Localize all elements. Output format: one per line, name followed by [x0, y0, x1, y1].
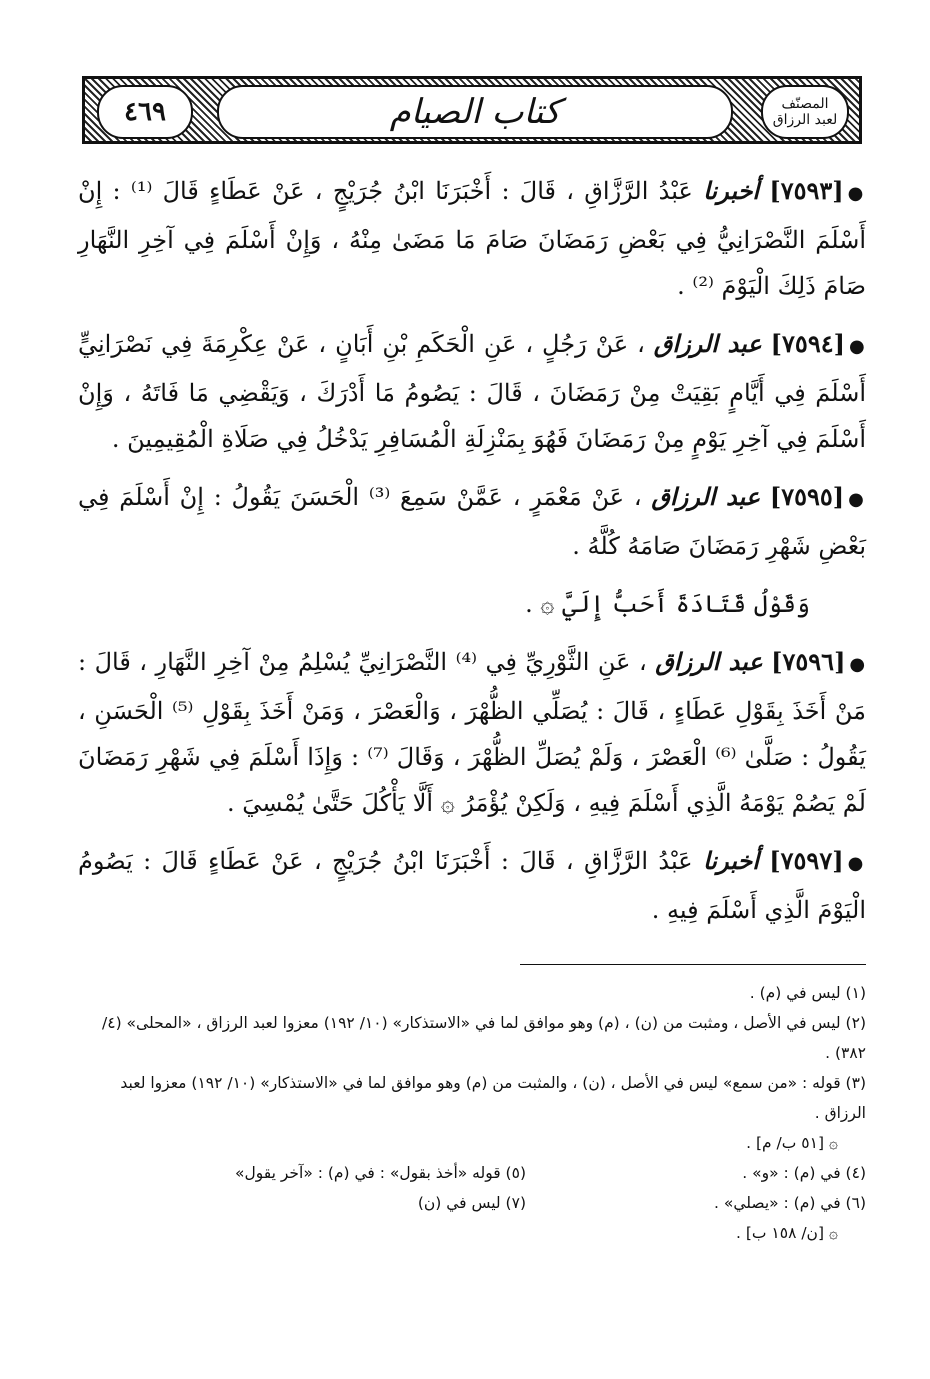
book-title: كتاب الصيام	[217, 85, 733, 139]
manuscript-marker: ۞ [٥١ ب/ م] .	[746, 1134, 838, 1152]
hadith-source: عبد الرزاق	[653, 329, 762, 358]
footnote-divider	[520, 964, 866, 965]
hadith-text: ، عَنْ رَجُلٍ ، عَنِ الْحَكَمِ بْنِ أَبَانٍ ، عَنْ عِكْرِمَةَ فِي نَصْرَانِيٍّ أَسْلَمَ فِي أَيَّامٍ بَقِيَتْ مِنْ رَمَضَانَ ، قَالَ : يَصُومُ مَا أَدْرَكَ ، وَيَقْضِي مَا فَاتَهُ ، وَإِنْ أَسْلَمَ فِي آخِرِ يَوْمٍ مِنْ رَمَضَانَ فَهُوَ بِمَنْزِلَةِ الْمُسَافِرِ يَدْخُلُ فِي صَلَاةِ الْمُقِيمِينَ .	[78, 330, 866, 453]
hadith-number: [٧٥٩٥]	[769, 482, 845, 511]
hadith-text: ، عَنِ الثَّوْرِيِّ فِي ⁽⁴⁾ النَّصْرَانِيِّ يُسْلِمُ مِنْ آخِرِ النَّهَارِ ، قَالَ : مَنْ أَخَذَ بِقَوْلِ عَطَاءٍ ، قَالَ : يُصَلِّي الظُّهْرَ ، وَالْعَصْرَ ، وَمَنْ أَخَذَ بِقَوْلِ ⁽⁵⁾ الْحَسَنِ ، يَقُولُ : صَلَّىٰ ⁽⁶⁾ الْعَصْرَ ، وَلَمْ يُصَلِّ الظُّهْرَ ، وَقَالَ ⁽⁷⁾ : وَإِذَا أَسْلَمَ فِي شَهْرِ رَمَضَانَ لَمْ يَصُمْ يَوْمَهُ الَّذِي أَسْلَمَ فِيهِ ، وَلَكِنْ يُؤْمَرُ ۞ أَلَّا يَأْكُلَ حَتَّىٰ يُمْسِيَ .	[78, 648, 866, 817]
hadith-source: عبد الرزاق	[651, 482, 761, 511]
hadith-number: [٧٥٩٦]	[771, 647, 846, 676]
footnote: (٤) في (م) : «و» .	[742, 1164, 866, 1182]
footnote-row	[78, 1158, 866, 1188]
hadith-paragraph	[78, 168, 866, 309]
hadith-text: عَبْدُ الرَّزَّاقِ ، قَالَ : أَخْبَرَنَا ابْنُ جُرَيْجٍ ، عَنْ عَطَاءٍ قَالَ : يَصُومُ الْيَوْمَ الَّذِي أَسْلَمَ فِيهِ .	[78, 847, 866, 924]
hadith-text: ، عَنْ مَعْمَرٍ ، عَمَّنْ سَمِعَ ⁽³⁾ الْحَسَنَ يَقُولُ : إِنْ أَسْلَمَ فِي بَعْضِ شَهْرِ رَمَضَانَ صَامَهُ كُلَّهُ .	[78, 483, 866, 560]
hadith-text: عَبْدُ الرَّزَّاقِ ، قَالَ : أَخْبَرَنَا ابْنُ جُرَيْجٍ ، عَنْ عَطَاءٍ قَالَ ⁽¹⁾ : إِنْ أَسْلَمَ النَّصْرَانِيُّ فِي بَعْضِ رَمَضَانَ صَامَ مَا مَضَىٰ مِنْهُ ، وَإِنْ أَسْلَمَ فِي آخِرِ النَّهَارِ صَامَ ذَلِكَ الْيَوْمَ ⁽²⁾ .	[78, 177, 866, 300]
author-comment	[78, 581, 866, 627]
footnote: (١) ليس في (م) .	[749, 984, 866, 1002]
page-header	[82, 76, 862, 144]
hadith-source: عبد الرزاق	[655, 647, 763, 676]
footnote: (٧) ليس في (ن)	[417, 1194, 526, 1212]
bullet-icon: ●	[849, 654, 866, 675]
book-logo	[761, 85, 849, 139]
footnote: (٣) قوله : «من سمع» ليس في الأصل ، (ن) ، والمثبت من (م) وهو موافق لما في «الاستذكار» (١٠/ ١٩٢) معزوا لعبد الرزاق .	[120, 1074, 866, 1122]
footnote: (٦) في (م) : «يصلي» .	[713, 1194, 866, 1212]
main-text	[78, 168, 866, 945]
page-number: ٤٦٩	[97, 85, 193, 139]
bullet-icon: ●	[848, 489, 866, 510]
hadith-source: أخبرنا	[702, 846, 759, 875]
footnote: (٢) ليس في الأصل ، ومثبت من (ن) ، (م) وهو موافق لما في «الاستذكار» (١٠/ ١٩٢) معزوا لعبد الرزاق ، «المحلى» (٤/ ٣٨٢) .	[102, 1014, 866, 1062]
hadith-source: أخبرنا	[703, 176, 760, 205]
logo-line-1: المصنّف	[781, 96, 829, 112]
hadith-paragraph	[78, 474, 866, 569]
hadith-number: [٧٥٩٣]	[769, 176, 844, 205]
logo-line-2: لعبد الرزاق	[772, 112, 838, 128]
footnotes	[78, 978, 866, 1248]
comment-text: وَقَوْلُ قَتَادَةَ أَحَبُّ إِلَيَّ ۞ .	[525, 590, 810, 618]
bullet-icon: ●	[848, 336, 866, 357]
hadith-paragraph	[78, 321, 866, 462]
footnote: (٥) قوله «أخذ بقول» : في (م) : «آخر يقول»	[235, 1164, 526, 1182]
hadith-number: [٧٥٩٤]	[770, 329, 845, 358]
bullet-icon: ●	[847, 183, 866, 204]
footnote-row	[78, 1188, 866, 1218]
hadith-paragraph	[78, 639, 866, 826]
bullet-icon: ●	[847, 853, 866, 874]
manuscript-marker: ۞ [ن/ ١٥٨ ب] .	[736, 1224, 838, 1242]
hadith-paragraph	[78, 838, 866, 933]
hadith-number: [٧٥٩٧]	[769, 846, 844, 875]
